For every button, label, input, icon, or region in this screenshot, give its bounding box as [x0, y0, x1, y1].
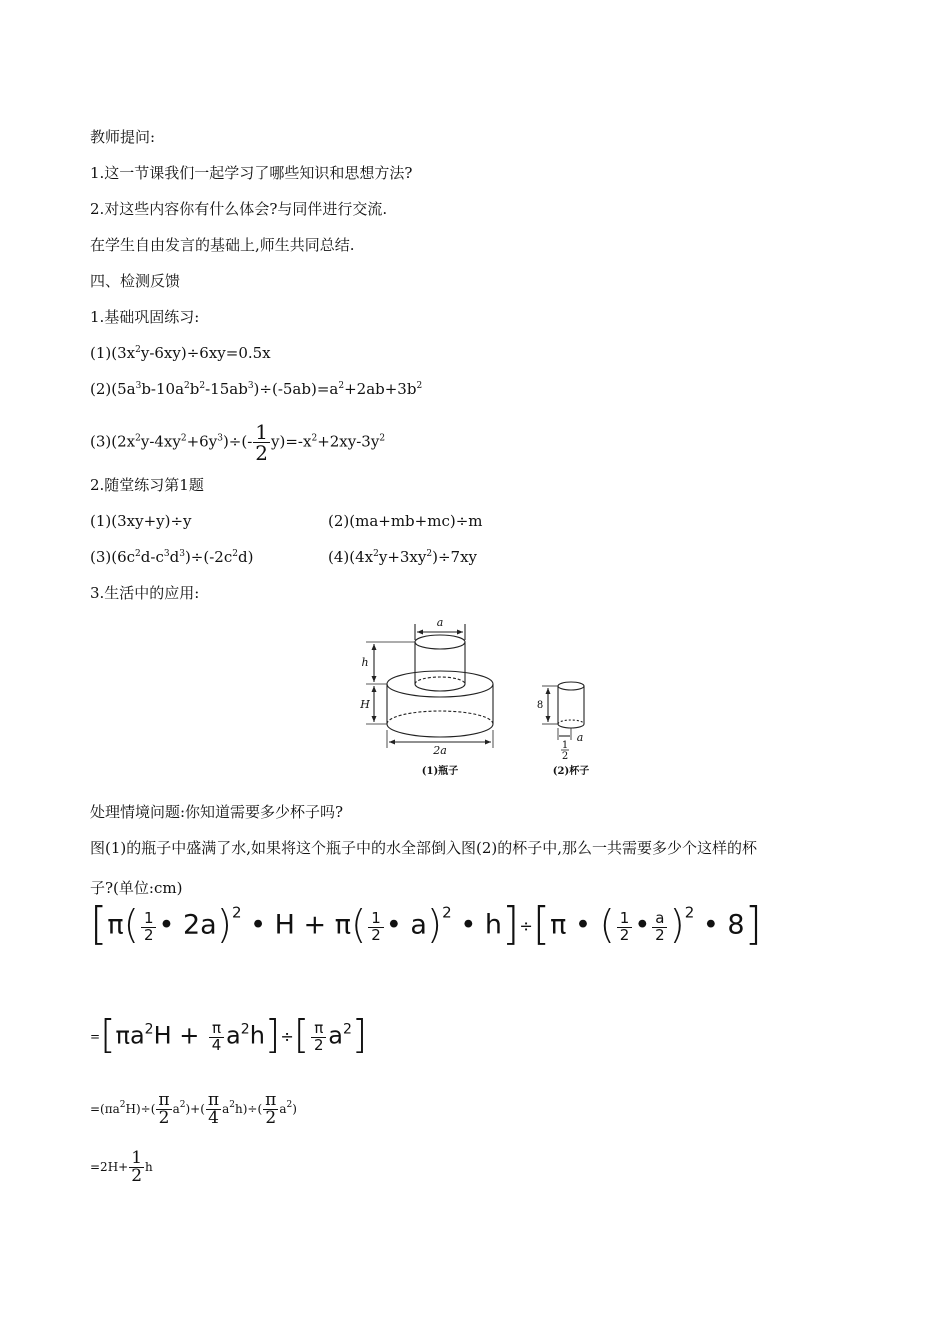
section-heading: 四、检测反馈 — [90, 272, 181, 290]
basic-exercise-2: $(2)(5a^3b-10a^2b^2-15ab^3)\div(-5ab)=a^2+2ab+3b^2$ — [90, 380, 423, 398]
class-problem-2: (2)(ma+mb+mc)÷m — [328, 512, 483, 530]
arrowhead — [372, 686, 377, 692]
label-half-den: 2 — [561, 751, 569, 762]
label-a-top: a — [436, 616, 444, 629]
class-practice-heading: 2.随堂练习第1题 — [90, 476, 204, 494]
bottle-and-cup-figure — [350, 612, 610, 784]
cup-top — [558, 682, 584, 690]
arrowhead — [372, 716, 377, 722]
application-heading: 3.生活中的应用: — [90, 584, 200, 602]
caption-cup: (2)杯子 — [552, 766, 590, 777]
arrowhead — [417, 630, 423, 635]
label-a-cup: a — [576, 731, 584, 744]
cup-bottom — [558, 724, 584, 728]
solution-step-3: $=(\pi a^2H)\div$( $\frac{\pi}{2}$ $a^2)+$( $\frac{\pi}{4}$ $a^2h)\div$( $\frac{\pi}{2}$ $a^2$) — [90, 1090, 297, 1128]
class-problem-3: $(3)(6c^2d-c^3d^3)\div(-2c^2d)$ — [90, 548, 254, 566]
small-cylinder-bottom — [415, 684, 465, 691]
small-cylinder-top — [415, 635, 465, 649]
arrowhead — [372, 676, 377, 682]
basic-exercise-1: $(1)(3x^2y-6xy)\div 6xy=0.5x$ — [90, 344, 271, 362]
problem-text-line-2: 子?(单位:cm) — [90, 879, 183, 897]
fraction-one-half: $\frac{1}{2}$ — [255, 420, 269, 465]
teacher-question-2: 2.对这些内容你有什么体会?与同伴进行交流. — [90, 200, 388, 218]
big-cylinder-top — [387, 671, 493, 697]
basic-practice-heading: 1.基础巩固练习: — [90, 308, 200, 326]
label-H: H — [360, 698, 370, 711]
solution-step-2: $=[\pi a^2H$ + $\frac{\pi}{4}$ $a^2h]\div$[ $\frac{\pi}{2}$ $a^2$] — [90, 1012, 368, 1058]
arrowhead — [457, 630, 463, 635]
big-cylinder-bottom — [387, 724, 493, 737]
label-h: h — [361, 656, 369, 669]
arrowhead — [485, 740, 491, 745]
cup-hidden — [558, 720, 584, 724]
arrowhead — [372, 644, 377, 650]
arrowhead — [546, 716, 551, 722]
label-2a: 2a — [433, 744, 447, 757]
caption-bottle: (1)瓶子 — [421, 766, 459, 777]
scenario-question: 处理情境问题:你知道需要多少杯子吗? — [90, 803, 344, 821]
big-cylinder-hidden — [387, 711, 493, 724]
basic-exercise-3: $(3)(2x^2y-4xy^2+6y^3)\div(-$ $\frac{1}{2}$ $y)=-x^2+2xy-3y^2$ — [90, 420, 386, 465]
class-problem-1: (1)(3xy+y)÷y — [90, 512, 192, 530]
small-cylinder-hidden — [415, 677, 465, 684]
arrowhead — [546, 688, 551, 694]
summary-text: 在学生自由发言的基础上,师生共同总结. — [90, 236, 355, 254]
solution-step-1: [π( $\frac{1}{2}$ • 2a)$^2$ • H + π( $\frac{1}{2}$ • a)$^2$ • h]÷[π • ( $\frac{1}{2}$ • $\frac{a}{2}$ )$^2$ • 8] — [90, 898, 762, 950]
label-half-num: 1 — [561, 740, 569, 751]
solution-step-4: =2H+ $\frac{1}{2}$ h — [90, 1148, 153, 1186]
teacher-question-1: 1.这一节课我们一起学习了哪些知识和思想方法? — [90, 164, 413, 182]
problem-text-line-1: 图(1)的瓶子中盛满了水,如果将这个瓶子中的水全部倒入图(2)的杯子中,那么一共需要多少个这样的杯 — [90, 839, 758, 857]
teacher-questions-title: 教师提问: — [90, 128, 156, 146]
class-problem-4: $(4)(4x^2y+3xy^2)\div 7xy$ — [328, 548, 478, 566]
arrowhead — [389, 740, 395, 745]
label-8: 8 — [536, 700, 544, 711]
